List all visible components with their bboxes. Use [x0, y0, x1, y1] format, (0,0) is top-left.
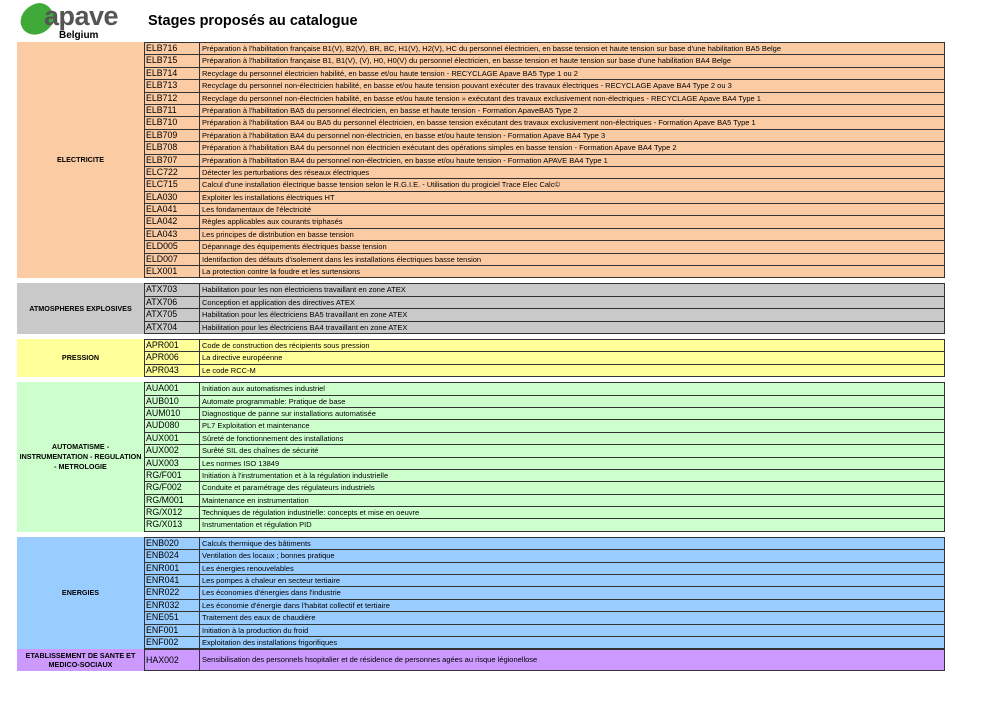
course-title: Initiation à la production du froid	[200, 625, 945, 636]
course-row	[145, 309, 945, 321]
course-row	[145, 80, 945, 92]
course-row	[145, 383, 945, 395]
course-title: Calculs thermique des bâtiments	[200, 538, 945, 549]
course-title: Diagnostique de panne sur installations automatisée	[200, 408, 945, 419]
course-row	[145, 550, 945, 562]
course-title: Surêté SIL des chaînes de sécurité	[200, 445, 945, 456]
course-title: Code de construction des récipients sous pression	[200, 340, 945, 351]
course-code: ELC715	[145, 179, 200, 190]
course-row	[145, 167, 945, 179]
course-code: ENB020	[145, 538, 200, 549]
course-title: Préparation à l'habilitation BA4 ou BA5 du personnel électricien, en basse tension exécutant des travaux exclusivement non-électriques - Formation Apave BA5 Type 1	[200, 117, 945, 128]
course-title: Les fondamentaux de l'électricité	[200, 204, 945, 215]
course-code: ELA030	[145, 192, 200, 203]
course-title: Conception et application des directives ATEX	[200, 297, 945, 308]
course-code: APR001	[145, 340, 200, 351]
course-row	[145, 179, 945, 191]
course-row	[145, 433, 945, 445]
course-list	[144, 339, 945, 377]
course-title: Habilitation pour les électriciens BA4 travaillant en zone ATEX	[200, 322, 945, 333]
course-title: Les normes ISO 13849	[200, 458, 945, 469]
course-title: Les économie d'énergie dans l'habitat collectif et tertiaire	[200, 600, 945, 611]
course-row	[145, 420, 945, 432]
course-title: Habilitation pour les électriciens BA5 travaillant en zone ATEX	[200, 309, 945, 320]
course-title: Automate programmable: Pratique de base	[200, 396, 945, 407]
course-row	[145, 365, 945, 377]
course-title: Dépannage des équipements électriques basse tension	[200, 241, 945, 252]
course-row	[145, 229, 945, 241]
course-title: Les économies d'énergies dans l'industrie	[200, 587, 945, 598]
course-row	[145, 396, 945, 408]
course-code: ELX001	[145, 266, 200, 277]
course-code: RG/F002	[145, 482, 200, 493]
course-title: Ventilation des locaux ; bonnes pratique	[200, 550, 945, 561]
section-pression	[17, 339, 945, 377]
course-title: Sensibilisation des personnels hsopitalier et de résidence de personnes agées au risque légionellose	[200, 650, 945, 670]
course-row	[145, 204, 945, 216]
course-row	[145, 445, 945, 457]
course-title: Recyclage du personnel non-électricien habilité, en basse et/ou haute tension » exécutant des travaux exclusivement non-électriques - RECYCLAGE Apave BA4 Type 1	[200, 93, 945, 104]
course-list	[144, 283, 945, 334]
course-title: Maintenance en instrumentation	[200, 495, 945, 506]
course-row	[145, 470, 945, 482]
course-code: ELC722	[145, 167, 200, 178]
course-row	[145, 458, 945, 470]
course-title: Préparation à l'habilitation BA4 du personnel non électricien exécutant des opérations simples en basse tension - Formation Apave BA4 Type 2	[200, 142, 945, 153]
course-code: APR043	[145, 365, 200, 376]
course-code: ELA042	[145, 216, 200, 227]
course-code: ELB711	[145, 105, 200, 116]
course-code: AUM010	[145, 408, 200, 419]
course-row	[145, 352, 945, 364]
course-row	[145, 155, 945, 167]
course-title: Préparation à l'habilitation BA4 du personnel non-électricien, en basse et/ou haute tension - Formation APAVE BA4 Type 1	[200, 155, 945, 166]
course-row	[145, 408, 945, 420]
course-code: ENB024	[145, 550, 200, 561]
course-code: AUA001	[145, 383, 200, 394]
course-title: Recyclage du personnel électricien habilité, en basse et/ou haute tension - RECYCLAGE Apave BA5 Type 1 ou 2	[200, 68, 945, 79]
course-row	[145, 55, 945, 67]
category-label: AUTOMATISME - INSTRUMENTATION - REGULATION - METROLOGIE	[17, 382, 144, 532]
category-label: ELECTRICITE	[17, 42, 144, 278]
course-row	[145, 142, 945, 154]
section-atmospheres	[17, 283, 945, 334]
course-row	[145, 68, 945, 80]
course-code: ELB707	[145, 155, 200, 166]
course-row	[145, 587, 945, 599]
course-title: La directive européenne	[200, 352, 945, 363]
course-code: ENR041	[145, 575, 200, 586]
course-code: RG/F001	[145, 470, 200, 481]
course-code: ELB714	[145, 68, 200, 79]
course-row	[145, 322, 945, 334]
course-code: ELB713	[145, 80, 200, 91]
course-code: ATX703	[145, 284, 200, 295]
course-row	[145, 93, 945, 105]
course-code: ELD005	[145, 241, 200, 252]
course-title: Les pompes à chaleur en secteur tertiaire	[200, 575, 945, 586]
course-title: Les principes de distribution en basse tension	[200, 229, 945, 240]
course-title: Sûreté de fonctionnement des installations	[200, 433, 945, 444]
course-row	[145, 130, 945, 142]
course-title: Instrumentation et régulation PID	[200, 519, 945, 530]
course-row	[145, 284, 945, 296]
course-code: ENR001	[145, 563, 200, 574]
category-label: ENERGIES	[17, 537, 144, 650]
course-code: ATX704	[145, 322, 200, 333]
course-code: ELD007	[145, 254, 200, 265]
course-title: Exploitation des installations frigorifiques	[200, 637, 945, 648]
course-title: Techniques de régulation industrielle: concepts et mise en oeuvre	[200, 507, 945, 518]
course-title: Initiation aux automatismes industriel	[200, 383, 945, 394]
category-label: ETABLISSEMENT DE SANTE ET MEDICO-SOCIAUX	[17, 649, 144, 671]
course-code: ENF002	[145, 637, 200, 648]
course-title: Exploiter les installations électriques HT	[200, 192, 945, 203]
course-row	[145, 254, 945, 266]
course-title: Calcul d'une installation électrique basse tension selon le R.G.I.E. - Utilisation du progiciel Trace Elec Calc©	[200, 179, 945, 190]
course-list	[144, 537, 945, 650]
category-label: ATMOSPHERES EXPLOSIVES	[17, 283, 144, 334]
logo-subtitle: Belgium	[59, 30, 99, 41]
course-title: Préparation à l'habilitation française B1(V), B2(V), BR, BC, H1(V), H2(V), HC du personnel électricien, en basse tension et haute tension sur base d'une habilitation BA5 Belge	[200, 43, 945, 54]
course-code: AUD080	[145, 420, 200, 431]
apave-logo	[20, 1, 120, 41]
course-row	[145, 266, 945, 278]
course-code: ELB712	[145, 93, 200, 104]
course-code: ELA043	[145, 229, 200, 240]
course-row	[145, 192, 945, 204]
course-title: Les énergies renouvelables	[200, 563, 945, 574]
course-row	[145, 625, 945, 637]
course-row	[145, 507, 945, 519]
course-row	[145, 538, 945, 550]
course-title: Préparation à l'habilitation BA4 du personnel non-électricien, en basse et/ou haute tension - Formation Apave BA4 Type 3	[200, 130, 945, 141]
course-title: Préparation à l'habilitation française B1, B1(V), (V), H0, H0(V) du personnel électricien, en basse tension et haute tension sur base d'une habilitation BA4 Belge	[200, 55, 945, 66]
course-code: AUX002	[145, 445, 200, 456]
course-row	[145, 241, 945, 253]
course-title: Recyclage du personnel non-électricien habilité, en basse et/ou haute tension pouvant exécuter des travaux électriques - RECYCLAGE Apave BA4 Type 2 ou 3	[200, 80, 945, 91]
course-code: ATX705	[145, 309, 200, 320]
course-title: Identifaction des défauts d'isolement dans les installations électriques basse tension	[200, 254, 945, 265]
course-row	[145, 297, 945, 309]
course-row	[145, 612, 945, 624]
course-code: ELB716	[145, 43, 200, 54]
course-code: ENE051	[145, 612, 200, 623]
course-title: Règles applicables aux courants triphasés	[200, 216, 945, 227]
catalogue-table	[17, 42, 945, 676]
course-code: HAX002	[145, 650, 200, 670]
course-title: Détecter les perturbations des réseaux électriques	[200, 167, 945, 178]
course-code: RG/X013	[145, 519, 200, 530]
section-energies	[17, 537, 945, 650]
course-title: Habilitation pour les non électriciens travaillant en zone ATEX	[200, 284, 945, 295]
course-title: La protection contre la foudre et les surtensions	[200, 266, 945, 277]
course-row	[145, 482, 945, 494]
course-title: Préparation à l'habilitation BA5 du personnel électricien, en basse et haute tension - Formation ApaveBA5 Type 2	[200, 105, 945, 116]
course-title: Initiation à l'instrumentation et à la régulation industrielle	[200, 470, 945, 481]
course-code: AUX001	[145, 433, 200, 444]
course-title: Traitement des eaux de chaudière	[200, 612, 945, 623]
section-electricite	[17, 42, 945, 278]
category-label: PRESSION	[17, 339, 144, 377]
course-code: RG/M001	[145, 495, 200, 506]
course-list	[144, 382, 945, 532]
course-code: ELB715	[145, 55, 200, 66]
course-row	[145, 519, 945, 531]
course-code: ELB709	[145, 130, 200, 141]
course-code: AUX003	[145, 458, 200, 469]
section-sante	[17, 649, 945, 671]
page-title: Stages proposés au catalogue	[148, 13, 358, 29]
course-list	[144, 649, 945, 671]
course-code: ATX706	[145, 297, 200, 308]
course-code: ELA041	[145, 204, 200, 215]
course-row	[145, 495, 945, 507]
course-row	[145, 105, 945, 117]
course-row	[145, 650, 945, 671]
course-code: APR006	[145, 352, 200, 363]
course-row	[145, 216, 945, 228]
course-row	[145, 600, 945, 612]
course-title: PL7 Exploitation et maintenance	[200, 420, 945, 431]
course-code: ENR022	[145, 587, 200, 598]
course-code: RG/X012	[145, 507, 200, 518]
course-code: AUB010	[145, 396, 200, 407]
course-list	[144, 42, 945, 278]
course-row	[145, 575, 945, 587]
course-title: Le code RCC-M	[200, 365, 945, 376]
course-row	[145, 117, 945, 129]
course-row	[145, 43, 945, 55]
course-title: Conduite et paramétrage des régulateurs industriels	[200, 482, 945, 493]
course-row	[145, 340, 945, 352]
course-code: ELB708	[145, 142, 200, 153]
course-code: ENR032	[145, 600, 200, 611]
section-automatisme	[17, 382, 945, 532]
course-code: ENF001	[145, 625, 200, 636]
course-row	[145, 637, 945, 649]
logo-text: apave	[44, 1, 119, 31]
course-code: ELB710	[145, 117, 200, 128]
course-row	[145, 563, 945, 575]
